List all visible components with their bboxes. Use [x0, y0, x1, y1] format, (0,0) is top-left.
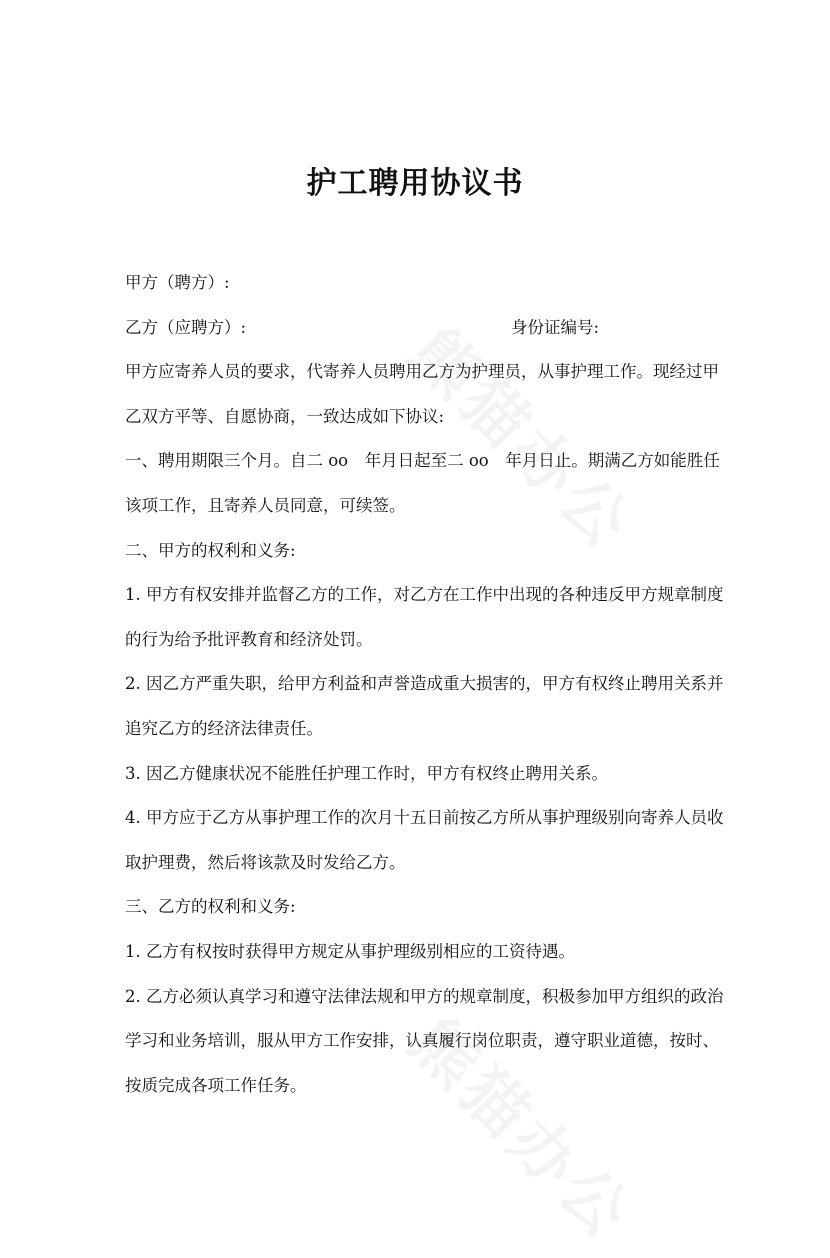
clause-b-1: 1. 乙方有权按时获得甲方规定从事护理级别相应的工资待遇。 [125, 941, 575, 961]
section-heading-party-a: 二、甲方的权利和义务: [125, 540, 296, 560]
clause-term: 一、聘用期限三个月。自二 oo 年月日起至二 oo 年月日止。期满乙方如能胜任该项工作，且寄养人员同意，可续签。 [125, 451, 720, 515]
party-a-line: 甲方（聘方）: [125, 273, 230, 292]
preamble-paragraph: 甲方应寄养人员的要求，代寄养人员聘用乙方为护理员，从事护理工作。现经过甲乙双方平等、自愿协商，一致达成如下协议: [125, 362, 719, 426]
clause-a-3: 3. 因乙方健康状况不能胜任护理工作时，甲方有权终止聘用关系。 [125, 763, 608, 783]
party-b-label: 乙方（应聘方）: [125, 317, 247, 337]
clause-a-4: 4. 甲方应于乙方从事护理工作的次月十五日前按乙方所从事护理级别向寄养人员收取护理费，然后将该款及时发给乙方。 [125, 808, 724, 872]
document-title: 护工聘用协议书 [306, 166, 524, 201]
clause-a-1: 1. 甲方有权安排并监督乙方的工作，对乙方在工作中出现的各种违反甲方规章制度的行为给予批评教育和经济处罚。 [125, 585, 724, 649]
party-b-line [125, 306, 725, 351]
clause-b-2: 2. 乙方必须认真学习和遵守法律法规和甲方的规章制度，积极参加甲方组织的政治学习和业务培训，服从甲方工作安排，认真履行岗位职责，遵守职业道德，按时、按质完成各项工作任务。 [125, 986, 724, 1095]
document-body [125, 261, 725, 1108]
clause-a-2: 2. 因乙方严重失职，给甲方利益和声誉造成重大损害的，甲方有权终止聘用关系并追究乙方的经济法律责任。 [125, 674, 724, 738]
section-heading-party-b: 三、乙方的权利和义务: [125, 897, 296, 917]
id-number-label: 身份证编号: [510, 317, 599, 337]
